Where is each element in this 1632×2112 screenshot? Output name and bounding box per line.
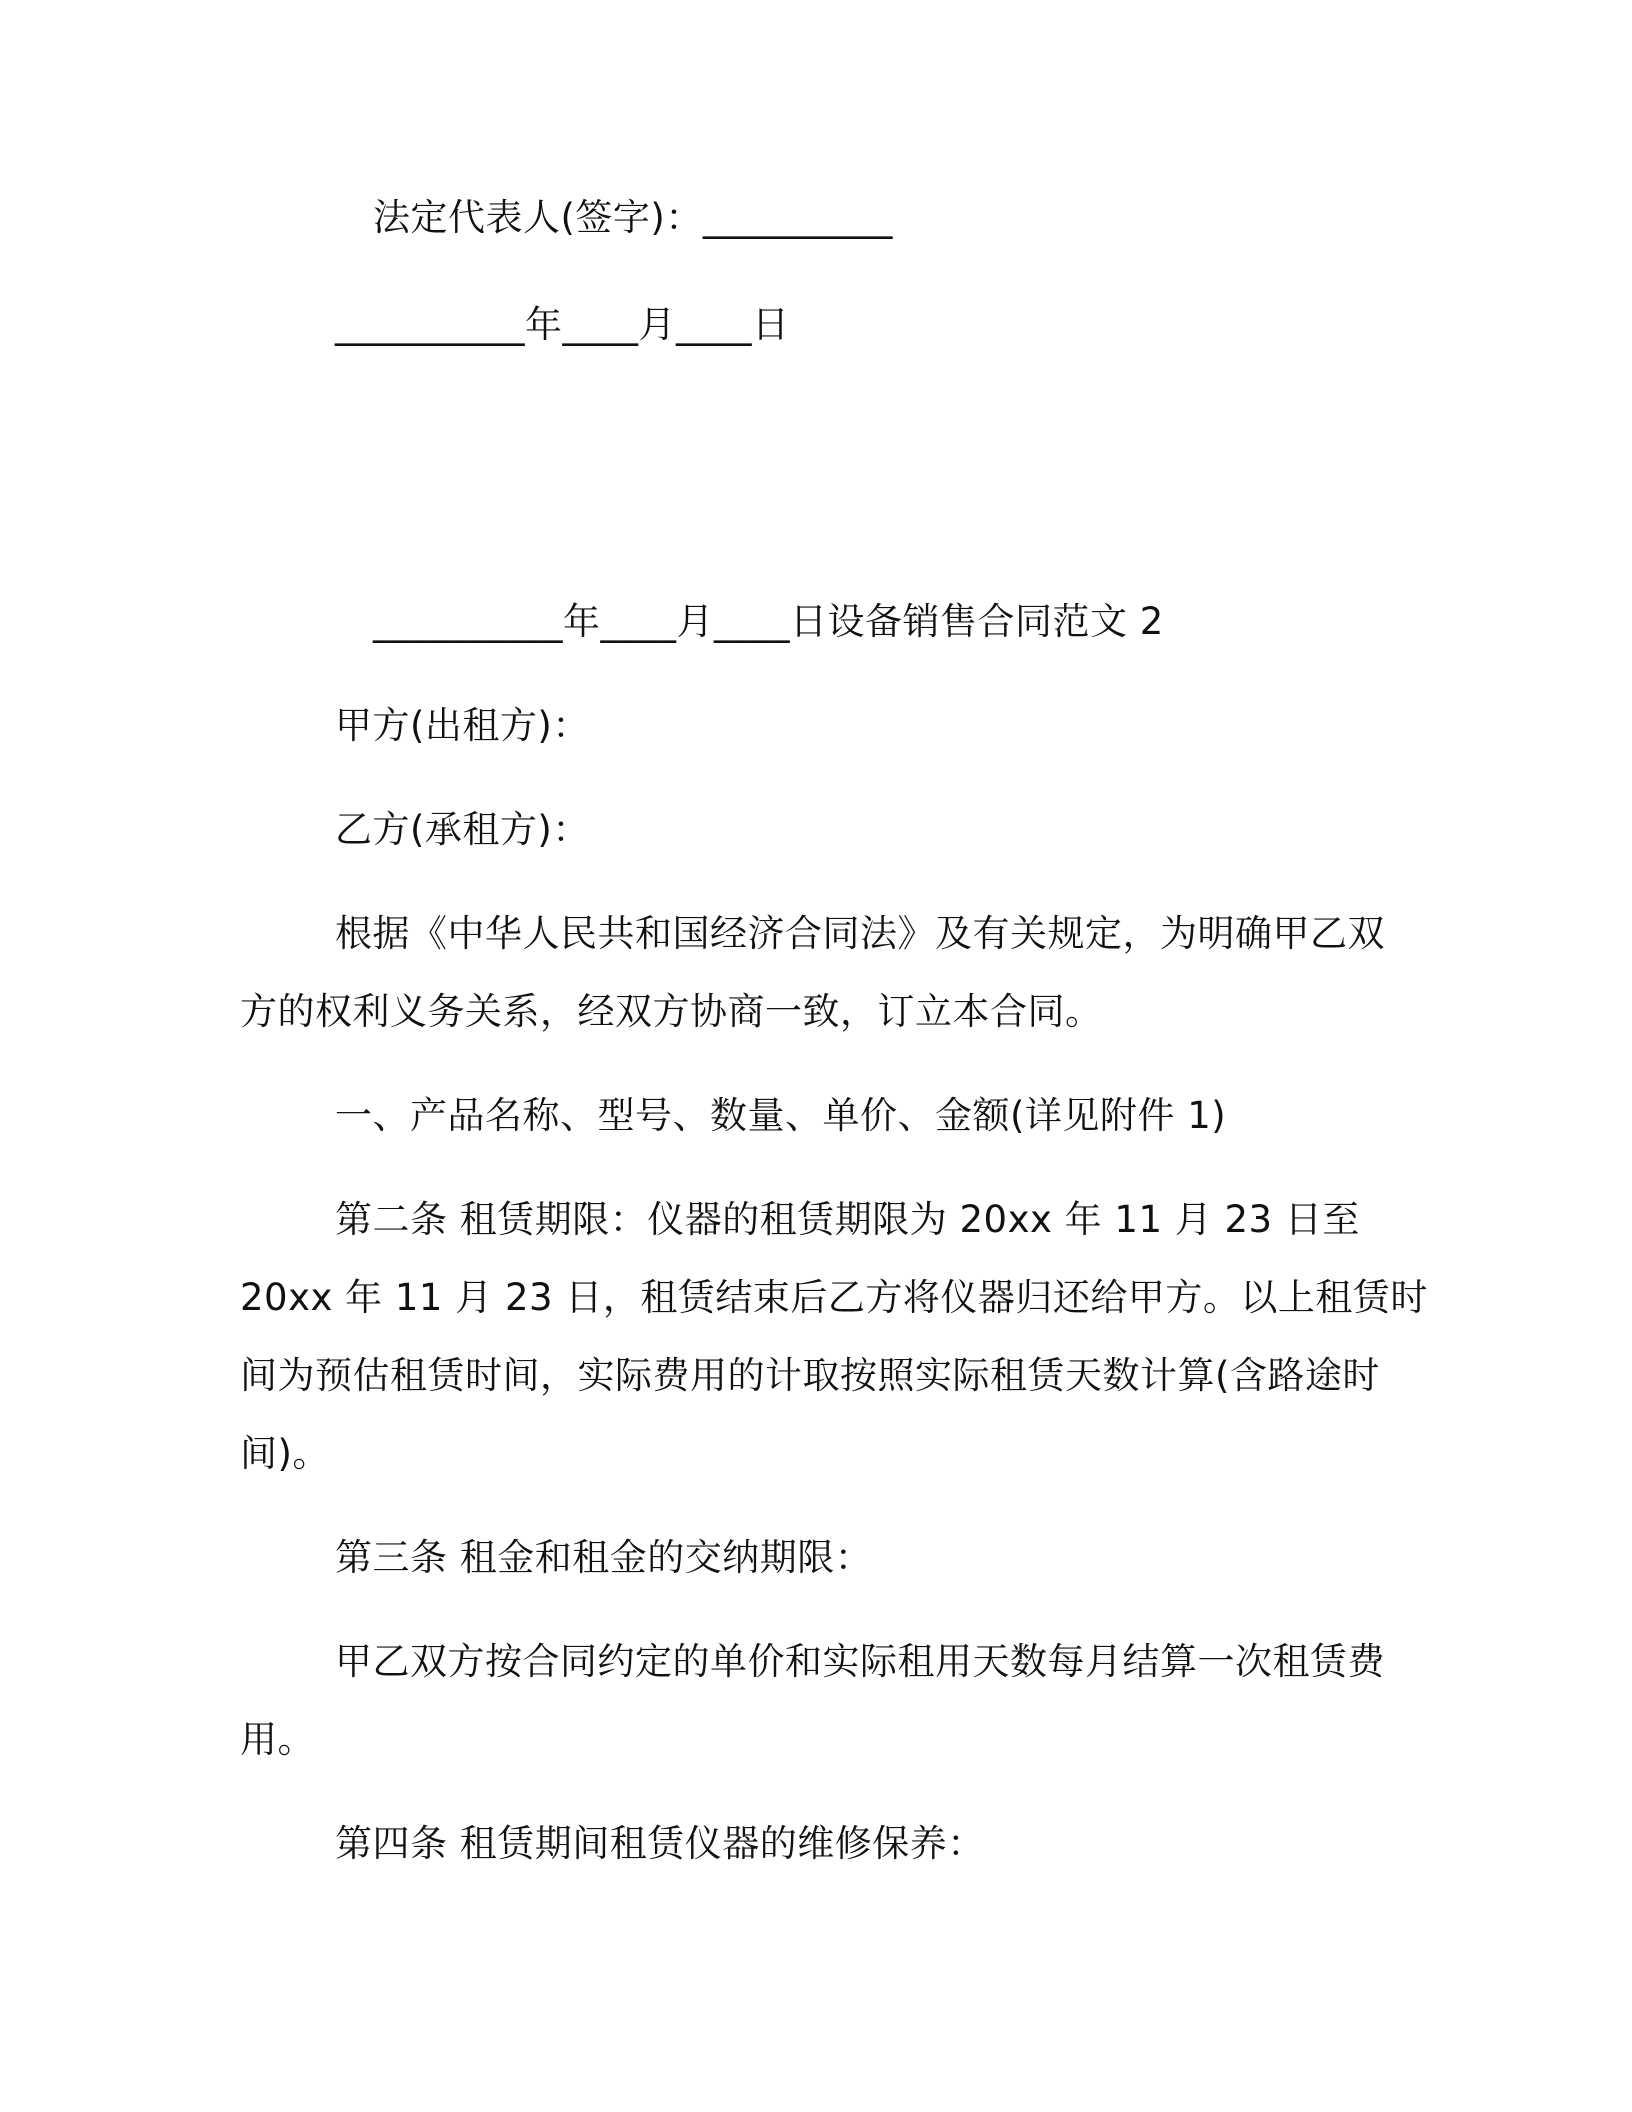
legal-representative-signature-line: 法定代表人(签字)：__________ [373,196,893,239]
clause-2-line-1: 第二条 租赁期限：仪器的租赁期限为 20xx 年 11 月 23 日至 [335,1198,1360,1241]
clause-3-body-line-2: 用。 [240,1718,315,1761]
intro-paragraph-line-1: 根据《中华人民共和国经济合同法》及有关规定，为明确甲乙双 [335,912,1385,955]
intro-paragraph-line-2: 方的权利义务关系，经双方协商一致，订立本合同。 [240,990,1103,1033]
contract-title: __________年____月____日设备销售合同范文 2 [373,600,1164,643]
party-a-label: 甲方(出租方)： [335,704,590,747]
party-b-label: 乙方(承租方)： [335,808,590,851]
clause-3-body-line-1: 甲乙双方按合同约定的单价和实际租用天数每月结算一次租赁费 [335,1640,1385,1683]
clause-2-line-2: 20xx 年 11 月 23 日，租赁结束后乙方将仪器归还给甲方。以上租赁时 [240,1276,1428,1319]
date-line: __________年____月____日 [335,303,790,346]
clause-4-heading: 第四条 租赁期间租赁仪器的维修保养： [335,1822,985,1865]
clause-1-heading: 一、产品名称、型号、数量、单价、金额(详见附件 1) [335,1094,1227,1137]
clause-2-line-3: 间为预估租赁时间，实际费用的计取按照实际租赁天数计算(含路途时 [240,1354,1380,1397]
clause-3-heading: 第三条 租金和租金的交纳期限： [335,1536,873,1579]
clause-2-line-4: 间)。 [240,1432,330,1475]
